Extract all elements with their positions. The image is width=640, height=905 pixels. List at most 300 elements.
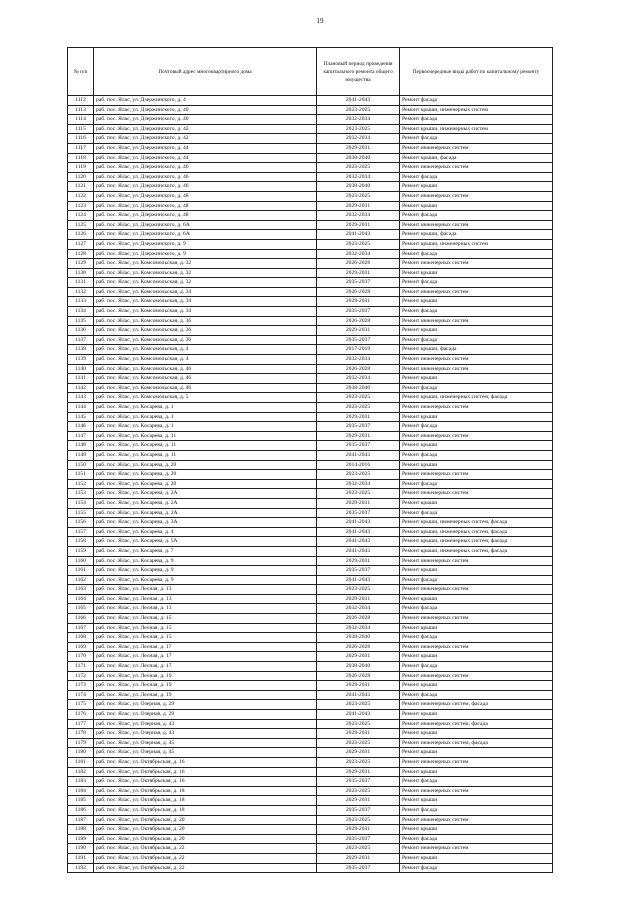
table-row — [68, 470, 553, 480]
row-period: 2038-2040 — [317, 633, 400, 643]
row-number: 1190 — [68, 844, 94, 854]
table-row — [68, 757, 553, 767]
row-address: раб. пос. Ялас, ул. Дзержинского, д. 6А — [94, 220, 317, 230]
row-works: Ремонт крыши — [400, 498, 553, 508]
table-row — [68, 671, 553, 681]
table-row — [68, 700, 553, 710]
row-number: 1173 — [68, 681, 94, 691]
row-number: 1116 — [68, 134, 94, 144]
row-works: Ремонт фасада — [400, 633, 553, 643]
row-number: 1175 — [68, 700, 94, 710]
row-number: 1152 — [68, 479, 94, 489]
row-number: 1154 — [68, 498, 94, 508]
row-number: 1188 — [68, 825, 94, 835]
row-works: Ремонт крыши, инженерных систем, фасада — [400, 537, 553, 547]
table-row — [68, 825, 553, 835]
header-number: № п/п — [68, 48, 94, 96]
row-works: Ремонт инженерных систем — [400, 259, 553, 269]
table-row — [68, 489, 553, 499]
table-row — [68, 345, 553, 355]
row-works: Ремонт фасада — [400, 834, 553, 844]
row-period: 2029-2031 — [317, 594, 400, 604]
row-works: Ремонт крыши — [400, 412, 553, 422]
table-row — [68, 230, 553, 240]
row-works: Ремонт фасада — [400, 335, 553, 345]
row-address: раб. пос. Ялас, ул. Октябрьская, д. 16 — [94, 757, 317, 767]
row-number: 1183 — [68, 777, 94, 787]
row-period: 2041-2043 — [317, 710, 400, 720]
table-row — [68, 508, 553, 518]
row-period: 2038-2040 — [317, 182, 400, 192]
table-row — [68, 566, 553, 576]
row-address: раб. пос. Ялас, ул. Комсомольская, д. 46 — [94, 374, 317, 384]
row-works: Ремонт крыши — [400, 796, 553, 806]
row-works: Ремонт фасада — [400, 450, 553, 460]
row-address: раб. пос. Ялас, ул. Косарева, д. 1 — [94, 412, 317, 422]
table-row — [68, 537, 553, 547]
row-address: раб. пос. Ялас, ул. Октябрьская, д. 22 — [94, 853, 317, 863]
row-address: раб. пос. Ялас, ул. Комсомольская, д. 36 — [94, 335, 317, 345]
table-row — [68, 844, 553, 854]
row-works: Ремонт крыши — [400, 710, 553, 720]
row-address: раб. пос. Ялас, ул. Дзержинского, д. 40 — [94, 115, 317, 125]
row-number: 1185 — [68, 796, 94, 806]
row-number: 1134 — [68, 307, 94, 317]
row-address: раб. пос. Ялас, ул. Лесная, д. 19 — [94, 690, 317, 700]
row-works: Ремонт инженерных систем — [400, 220, 553, 230]
table-row — [68, 719, 553, 729]
row-works: Ремонт инженерных систем — [400, 844, 553, 854]
row-period: 2029-2031 — [317, 729, 400, 739]
row-address: раб. пос. Ялас, ул. Дзержинского, д. 9 — [94, 249, 317, 259]
row-period: 2017-2019 — [317, 345, 400, 355]
row-number: 1186 — [68, 805, 94, 815]
row-address: раб. пос. Ялас, ул. Лесная, д. 13 — [94, 594, 317, 604]
row-address: раб. пос. Ялас, ул. Дзержинского, д. 42 — [94, 124, 317, 134]
row-number: 1132 — [68, 287, 94, 297]
row-period: 2041-2043 — [317, 518, 400, 528]
row-works: Ремонт инженерных систем — [400, 364, 553, 374]
row-address: раб. пос. Ялас, ул. Дзержинского, д. 46 — [94, 172, 317, 182]
row-address: раб. пос. Ялас, ул. Косарева, д. 7 — [94, 546, 317, 556]
row-works: Ремонт крыши — [400, 441, 553, 451]
row-address: раб. пос. Ялас, ул. Лесная, д. 15 — [94, 633, 317, 643]
row-period: 2023-2025 — [317, 191, 400, 201]
table-row — [68, 662, 553, 672]
row-period: 2023-2025 — [317, 163, 400, 173]
table-row — [68, 546, 553, 556]
table-row — [68, 738, 553, 748]
row-works: Ремонт фасада — [400, 249, 553, 259]
row-address: раб. пос. Ялас, ул. Комсомольская, д. 34 — [94, 297, 317, 307]
row-number: 1163 — [68, 585, 94, 595]
row-address: раб. пос. Ялас, ул. Лесная, д. 13 — [94, 585, 317, 595]
table-row — [68, 172, 553, 182]
row-address: раб. пос. Ялас, ул. Косарева, д. 9 — [94, 575, 317, 585]
row-number: 1164 — [68, 594, 94, 604]
row-period: 2026-2028 — [317, 364, 400, 374]
row-works: Ремонт крыши — [400, 652, 553, 662]
table-row — [68, 710, 553, 720]
row-period: 2035-2037 — [317, 863, 400, 873]
row-works: Ремонт инженерных систем — [400, 757, 553, 767]
table-row — [68, 163, 553, 173]
row-works: Ремонт фасада — [400, 115, 553, 125]
row-address: раб. пос. Ялас, ул. Косарева, д. 11 — [94, 450, 317, 460]
row-address: раб. пос. Ялас, ул. Косарева, д. 1 — [94, 403, 317, 413]
row-works: Ремонт крыши — [400, 268, 553, 278]
table-row — [68, 604, 553, 614]
row-number: 1161 — [68, 566, 94, 576]
row-number: 1137 — [68, 335, 94, 345]
row-period: 2038-2040 — [317, 153, 400, 163]
row-works: Ремонт крыши — [400, 729, 553, 739]
row-period: 2035-2037 — [317, 777, 400, 787]
row-number: 1139 — [68, 355, 94, 365]
row-address: раб. пос. Ялас, ул. Октябрьская, д. 20 — [94, 815, 317, 825]
row-works: Ремонт крыши, фасада — [400, 153, 553, 163]
row-period: 2029-2031 — [317, 326, 400, 336]
table-row — [68, 105, 553, 115]
row-address: раб. пос. Ялас, ул. Косарева, д. 9 — [94, 556, 317, 566]
row-address: раб. пос. Ялас, ул. Озерная, д. 29 — [94, 710, 317, 720]
row-number: 1191 — [68, 853, 94, 863]
row-address: раб. пос. Ялас, ул. Лесная, д. 15 — [94, 614, 317, 624]
row-address: раб. пос. Ялас, ул. Косарева, д. 1 — [94, 422, 317, 432]
table-row — [68, 153, 553, 163]
row-works: Ремонт фасада — [400, 172, 553, 182]
table-row — [68, 287, 553, 297]
row-number: 1170 — [68, 652, 94, 662]
table-row — [68, 796, 553, 806]
row-number: 1182 — [68, 767, 94, 777]
row-address: раб. пос. Ялас, ул. Косарева, д. 3А — [94, 518, 317, 528]
row-number: 1192 — [68, 863, 94, 873]
row-works: Ремонт инженерных систем — [400, 431, 553, 441]
row-address: раб. пос. Ялас, ул. Озерная, д. 45 — [94, 748, 317, 758]
table-row — [68, 422, 553, 432]
table-row — [68, 623, 553, 633]
row-period: 2026-2028 — [317, 316, 400, 326]
row-works: Ремонт фасада — [400, 479, 553, 489]
row-works: Ремонт крыши, инженерных систем, фасада — [400, 518, 553, 528]
row-address: раб. пос. Ялас, ул. Комсомольская, д. 46 — [94, 383, 317, 393]
row-works: Ремонт крыши — [400, 182, 553, 192]
row-number: 1135 — [68, 316, 94, 326]
table-row — [68, 374, 553, 384]
row-number: 1178 — [68, 729, 94, 739]
row-number: 1168 — [68, 633, 94, 643]
row-period: 2029-2031 — [317, 825, 400, 835]
row-period: 2026-2028 — [317, 259, 400, 269]
row-address: раб. пос. Ялас, ул. Лесная, д. 19 — [94, 681, 317, 691]
row-number: 1150 — [68, 460, 94, 470]
row-address: раб. пос. Ялас, ул. Дзержинского, д. 46 — [94, 163, 317, 173]
table-row — [68, 259, 553, 269]
row-address: раб. пос. Ялас, ул. Дзержинского, д. 48 — [94, 211, 317, 221]
table-row — [68, 777, 553, 787]
page-number: 19 — [316, 17, 324, 25]
row-number: 1189 — [68, 834, 94, 844]
row-works: Ремонт крыши, фасада — [400, 230, 553, 240]
row-works: Ремонт инженерных систем — [400, 143, 553, 153]
table-row — [68, 249, 553, 259]
row-period: 2029-2031 — [317, 556, 400, 566]
table-row — [68, 498, 553, 508]
header-period: Плановый период проведения капитального ремонта общего имущества — [317, 48, 400, 96]
row-period: 2032-2034 — [317, 115, 400, 125]
row-address: раб. пос. Ялас, ул. Комсомольская, д. 4 — [94, 345, 317, 355]
row-works: Ремонт крыши — [400, 681, 553, 691]
row-number: 1145 — [68, 412, 94, 422]
row-number: 1179 — [68, 738, 94, 748]
row-address: раб. пос. Ялас, ул. Комсомольская, д. 4 — [94, 355, 317, 365]
row-number: 1117 — [68, 143, 94, 153]
row-works: Ремонт инженерных систем — [400, 786, 553, 796]
row-address: раб. пос. Ялас, ул. Комсомольская, д. 36 — [94, 316, 317, 326]
table-row — [68, 575, 553, 585]
row-works: Ремонт крыши — [400, 594, 553, 604]
row-number: 1129 — [68, 259, 94, 269]
row-address: раб. пос. Ялас, ул. Косарева, д. 2А — [94, 498, 317, 508]
row-address: раб. пос. Ялас, ул. Косарева, д. 11 — [94, 441, 317, 451]
row-works: Ремонт крыши — [400, 201, 553, 211]
row-period: 2035-2037 — [317, 566, 400, 576]
row-works: Ремонт крыши, инженерных систем — [400, 124, 553, 134]
row-number: 1158 — [68, 537, 94, 547]
row-address: раб. пос. Ялас, ул. Дзержинского, д. 46 — [94, 182, 317, 192]
row-number: 1184 — [68, 786, 94, 796]
table-row — [68, 748, 553, 758]
row-address: раб. пос. Ялас, ул. Комсомольская, д. 5 — [94, 393, 317, 403]
row-number: 1124 — [68, 211, 94, 221]
table-row — [68, 585, 553, 595]
row-period: 2032-2034 — [317, 172, 400, 182]
row-number: 1115 — [68, 124, 94, 134]
row-period: 2035-2037 — [317, 307, 400, 317]
table-row — [68, 383, 553, 393]
row-number: 1141 — [68, 374, 94, 384]
row-period: 2029-2031 — [317, 681, 400, 691]
row-period: 2029-2031 — [317, 652, 400, 662]
row-works: Ремонт крыши, инженерных систем — [400, 239, 553, 249]
row-number: 1140 — [68, 364, 94, 374]
row-address: раб. пос. Ялас, ул. Дзержинского, д. 44 — [94, 143, 317, 153]
row-address: раб. пос. Ялас, ул. Косарева, д. 2А — [94, 489, 317, 499]
table-row — [68, 393, 553, 403]
row-address: раб. пос. Ялас, ул. Озерная, д. 43 — [94, 729, 317, 739]
table-row — [68, 805, 553, 815]
row-address: раб. пос. Ялас, ул. Дзержинского, д. 40 — [94, 105, 317, 115]
row-period: 2023-2025 — [317, 239, 400, 249]
header-address: Почтовый адрес многоквартирного дома — [94, 48, 317, 96]
row-period: 2014-2016 — [317, 460, 400, 470]
row-address: раб. пос. Ялас, ул. Октябрьская, д. 16 — [94, 767, 317, 777]
row-works: Ремонт инженерных систем — [400, 614, 553, 624]
table-row — [68, 297, 553, 307]
row-number: 1112 — [68, 96, 94, 106]
table-row — [68, 767, 553, 777]
row-works: Ремонт инженерных систем — [400, 556, 553, 566]
row-works: Ремонт инженерных систем — [400, 489, 553, 499]
row-period: 2023-2025 — [317, 786, 400, 796]
row-period: 2038-2040 — [317, 383, 400, 393]
table-row — [68, 431, 553, 441]
row-number: 1165 — [68, 604, 94, 614]
row-address: раб. пос. Ялас, ул. Октябрьская, д. 18 — [94, 796, 317, 806]
row-period: 2026-2028 — [317, 614, 400, 624]
row-period: 2035-2037 — [317, 805, 400, 815]
row-address: раб. пос. Ялас, ул. Октябрьская, д. 22 — [94, 863, 317, 873]
table-row — [68, 633, 553, 643]
row-address: раб. пос. Ялас, ул. Косарева, д. 20 — [94, 460, 317, 470]
row-address: раб. пос. Ялас, ул. Косарева, д. 20 — [94, 470, 317, 480]
row-works: Ремонт инженерных систем — [400, 815, 553, 825]
row-address: раб. пос. Ялас, ул. Дзержинского, д. 48 — [94, 191, 317, 201]
table-row — [68, 182, 553, 192]
row-address: раб. пос. Ялас, ул. Октябрьская, д. 20 — [94, 834, 317, 844]
row-period: 2041-2043 — [317, 230, 400, 240]
row-number: 1174 — [68, 690, 94, 700]
row-number: 1130 — [68, 268, 94, 278]
row-works: Ремонт крыши — [400, 853, 553, 863]
row-period: 2023-2025 — [317, 844, 400, 854]
row-number: 1122 — [68, 191, 94, 201]
row-address: раб. пос. Ялас, ул. Лесная, д. 17 — [94, 642, 317, 652]
table-row — [68, 307, 553, 317]
row-works: Ремонт фасада — [400, 604, 553, 614]
row-works: Ремонт крыши, фасада — [400, 345, 553, 355]
row-number: 1142 — [68, 383, 94, 393]
row-number: 1133 — [68, 297, 94, 307]
row-period: 2026-2028 — [317, 642, 400, 652]
row-period: 2023-2025 — [317, 700, 400, 710]
row-address: раб. пос. Ялас, ул. Озерная, д. 45 — [94, 738, 317, 748]
row-works: Ремонт крыши — [400, 748, 553, 758]
row-period: 2035-2037 — [317, 335, 400, 345]
table-row — [68, 412, 553, 422]
row-works: Ремонт фасада — [400, 383, 553, 393]
table-row — [68, 652, 553, 662]
row-number: 1172 — [68, 671, 94, 681]
row-works: Ремонт инженерных систем — [400, 585, 553, 595]
row-works: Ремонт инженерных систем — [400, 355, 553, 365]
row-works: Ремонт крыши — [400, 825, 553, 835]
table-header-row — [68, 48, 553, 96]
row-address: раб. пос. Ялас, ул. Лесная, д. 13 — [94, 604, 317, 614]
row-period: 2041-2043 — [317, 690, 400, 700]
row-number: 1181 — [68, 757, 94, 767]
row-address: раб. пос. Ялас, ул. Косарева, д. 2А — [94, 508, 317, 518]
row-period: 2041-2043 — [317, 546, 400, 556]
row-works: Ремонт крыши — [400, 460, 553, 470]
row-number: 1113 — [68, 105, 94, 115]
table-row — [68, 729, 553, 739]
row-address: раб. пос. Ялас, ул. Комсомольская, д. 32 — [94, 278, 317, 288]
row-address: раб. пос. Ялас, ул. Дзержинского, д. 48 — [94, 201, 317, 211]
row-number: 1176 — [68, 710, 94, 720]
row-number: 1159 — [68, 546, 94, 556]
row-address: раб. пос. Ялас, ул. Октябрьская, д. 20 — [94, 825, 317, 835]
row-address: раб. пос. Ялас, ул. Комсомольская, д. 34 — [94, 287, 317, 297]
row-number: 1187 — [68, 815, 94, 825]
row-number: 1155 — [68, 508, 94, 518]
table-row — [68, 815, 553, 825]
row-period: 2032-2034 — [317, 134, 400, 144]
row-number: 1131 — [68, 278, 94, 288]
table-row — [68, 786, 553, 796]
row-period: 2032-2034 — [317, 211, 400, 221]
row-number: 1180 — [68, 748, 94, 758]
row-period: 2029-2031 — [317, 143, 400, 153]
row-period: 2029-2031 — [317, 220, 400, 230]
row-works: Ремонт фасада — [400, 96, 553, 106]
row-number: 1160 — [68, 556, 94, 566]
row-works: Ремонт фасада — [400, 134, 553, 144]
row-period: 2023-2025 — [317, 738, 400, 748]
table-row — [68, 518, 553, 528]
row-works: Ремонт крыши, инженерных систем — [400, 105, 553, 115]
row-works: Ремонт инженерных систем — [400, 316, 553, 326]
row-works: Ремонт фасада — [400, 575, 553, 585]
row-number: 1148 — [68, 441, 94, 451]
row-works: Ремонт крыши — [400, 374, 553, 384]
row-works: Ремонт крыши, инженерных систем, фасада — [400, 546, 553, 556]
table-row — [68, 479, 553, 489]
row-period: 2023-2025 — [317, 393, 400, 403]
row-address: раб. пос. Ялас, ул. Озерная, д. 29 — [94, 700, 317, 710]
row-number: 1128 — [68, 249, 94, 259]
table-row — [68, 450, 553, 460]
row-period: 2032-2034 — [317, 623, 400, 633]
row-number: 1169 — [68, 642, 94, 652]
row-number: 1119 — [68, 163, 94, 173]
row-address: раб. пос. Ялас, ул. Косарева, д. 11 — [94, 431, 317, 441]
capital-repair-table — [67, 47, 553, 873]
row-works: Ремонт крыши — [400, 326, 553, 336]
row-period: 2023-2025 — [317, 403, 400, 413]
row-works: Ремонт фасада — [400, 777, 553, 787]
row-period: 2038-2040 — [317, 662, 400, 672]
table-row — [68, 556, 553, 566]
row-works: Ремонт фасада — [400, 307, 553, 317]
row-address: раб. пос. Ялас, ул. Лесная, д. 15 — [94, 623, 317, 633]
table-row — [68, 96, 553, 106]
row-works: Ремонт крыши — [400, 297, 553, 307]
row-period: 2032-2034 — [317, 374, 400, 384]
row-works: Ремонт фасада — [400, 805, 553, 815]
table-row — [68, 124, 553, 134]
row-address: раб. пос. Ялас, ул. Лесная, д. 17 — [94, 662, 317, 672]
row-number: 1177 — [68, 719, 94, 729]
row-period: 2029-2031 — [317, 431, 400, 441]
row-period: 2035-2037 — [317, 422, 400, 432]
table-row — [68, 594, 553, 604]
row-period: 2029-2031 — [317, 853, 400, 863]
row-number: 1144 — [68, 403, 94, 413]
row-period: 2029-2031 — [317, 498, 400, 508]
row-address: раб. пос. Ялас, ул. Октябрьская, д. 16 — [94, 777, 317, 787]
row-number: 1120 — [68, 172, 94, 182]
row-works: Ремонт крыши, инженерных систем, фасада — [400, 527, 553, 537]
row-period: 2023-2025 — [317, 124, 400, 134]
row-number: 1149 — [68, 450, 94, 460]
table-row — [68, 364, 553, 374]
row-number: 1147 — [68, 431, 94, 441]
table-row — [68, 268, 553, 278]
row-period: 2041-2043 — [317, 527, 400, 537]
row-address: раб. пос. Ялас, ул. Озерная, д. 43 — [94, 719, 317, 729]
